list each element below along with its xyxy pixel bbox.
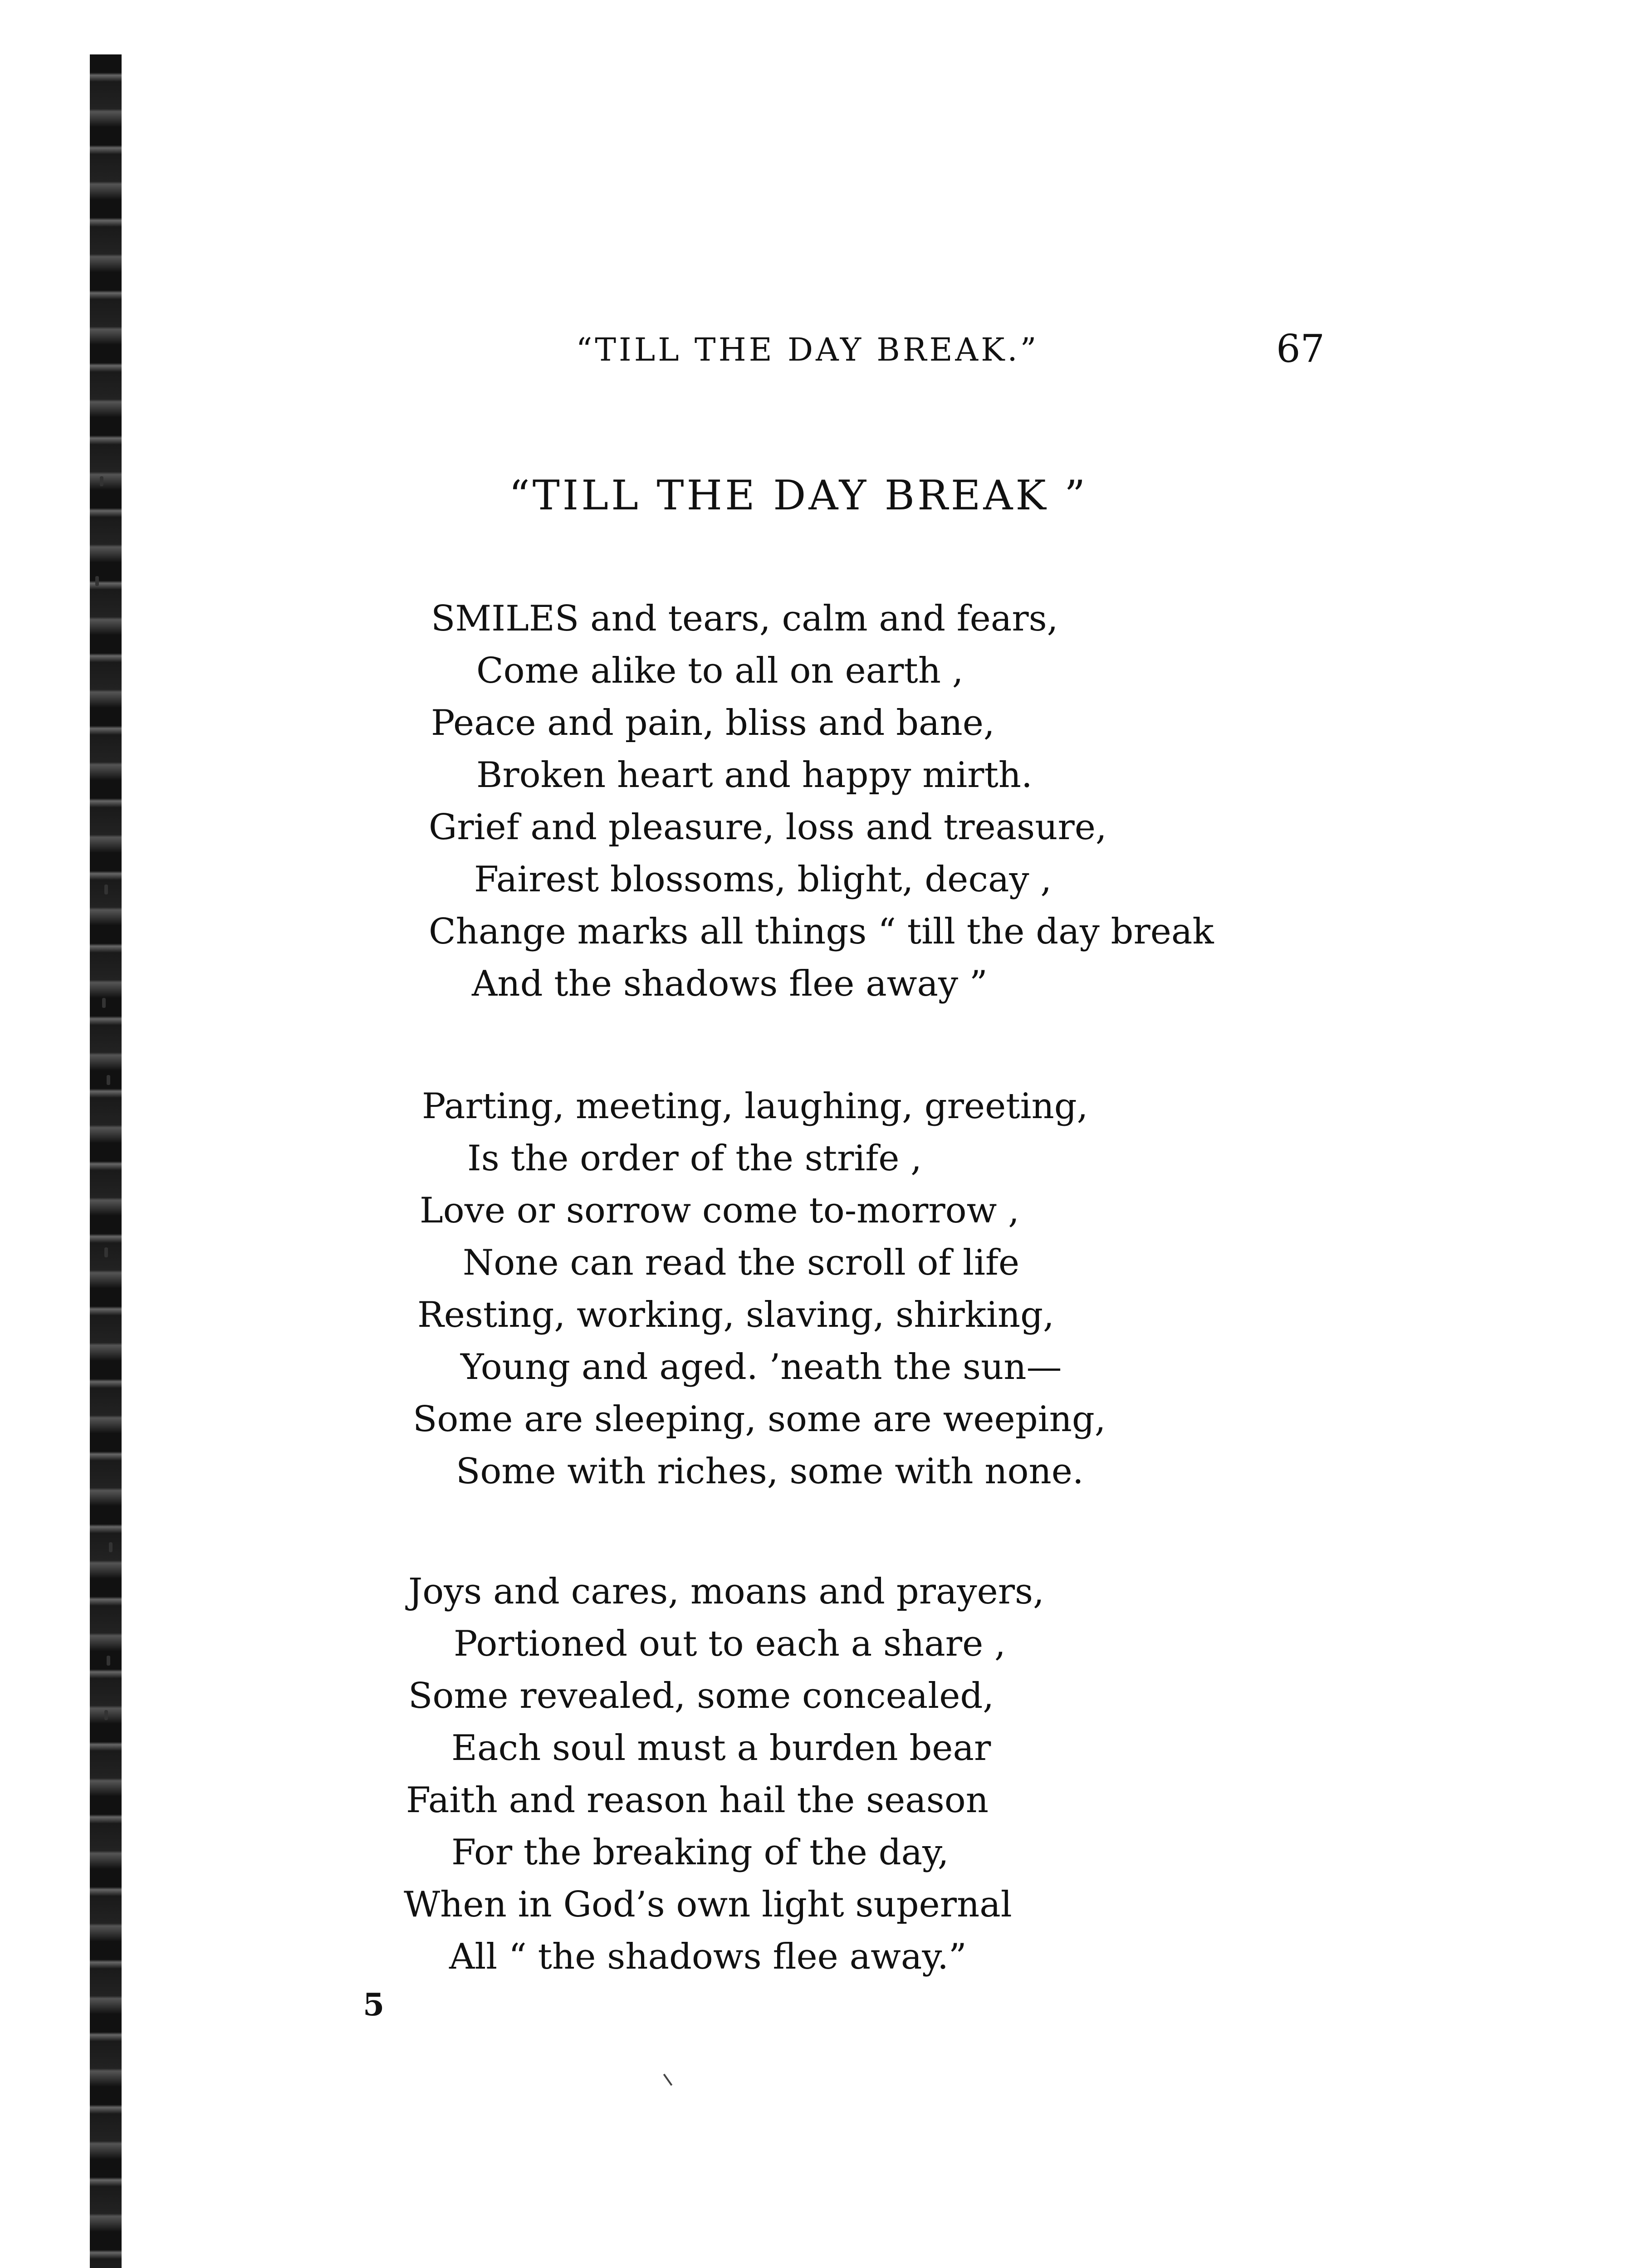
poem-line: Resting, working, slaving, shirking, bbox=[417, 1295, 1054, 1335]
poem-line: Joys and cares, moans and prayers, bbox=[408, 1571, 1044, 1612]
poem-line: Each soul must a burden bear bbox=[451, 1728, 991, 1769]
page-number: 67 bbox=[1276, 327, 1325, 371]
poem-line: Broken heart and happy mirth. bbox=[476, 755, 1033, 796]
running-head: “TILL THE DAY BREAK.” bbox=[576, 331, 1039, 368]
poem-line: Love or sorrow come to-morrow , bbox=[420, 1190, 1019, 1231]
poem-line: And the shadows flee away ” bbox=[472, 963, 988, 1004]
poem-line: For the breaking of the day, bbox=[451, 1832, 949, 1873]
poem-line: Some revealed, some concealed, bbox=[408, 1676, 994, 1716]
poem-line: Is the order of the strife , bbox=[467, 1138, 922, 1179]
poem-line: Come alike to all on earth , bbox=[476, 650, 964, 691]
poem-line: Young and aged. ’neath the sun— bbox=[460, 1347, 1062, 1388]
poem-line: Peace and pain, bliss and bane, bbox=[431, 703, 995, 743]
poem-line: Grief and pleasure, loss and treasure, bbox=[429, 807, 1107, 848]
signature-mark: 5 bbox=[363, 1987, 385, 2023]
poem-line: None can read the scroll of life bbox=[463, 1242, 1020, 1283]
poem-line: Change marks all things “ till the day break bbox=[429, 911, 1214, 952]
poem-title: “TILL THE DAY BREAK ” bbox=[509, 472, 1088, 519]
scan-specks bbox=[86, 476, 132, 1973]
poem-line: Faith and reason hail the season bbox=[406, 1780, 989, 1821]
poem-line: Parting, meeting, laughing, greeting, bbox=[422, 1086, 1088, 1127]
poem-line: When in God’s own light supernal bbox=[404, 1884, 1012, 1925]
poem-line: Fairest blossoms, blight, decay , bbox=[474, 859, 1052, 900]
scan-mark bbox=[663, 2074, 672, 2086]
poem-line: Some are sleeping, some are weeping, bbox=[413, 1399, 1106, 1440]
poem-line: All “ the shadows flee away.” bbox=[449, 1936, 967, 1977]
poem-line: SMILES and tears, calm and fears, bbox=[431, 598, 1058, 639]
poem-line: Some with riches, some with none. bbox=[456, 1451, 1084, 1492]
poem-line: Portioned out to each a share , bbox=[454, 1623, 1006, 1664]
